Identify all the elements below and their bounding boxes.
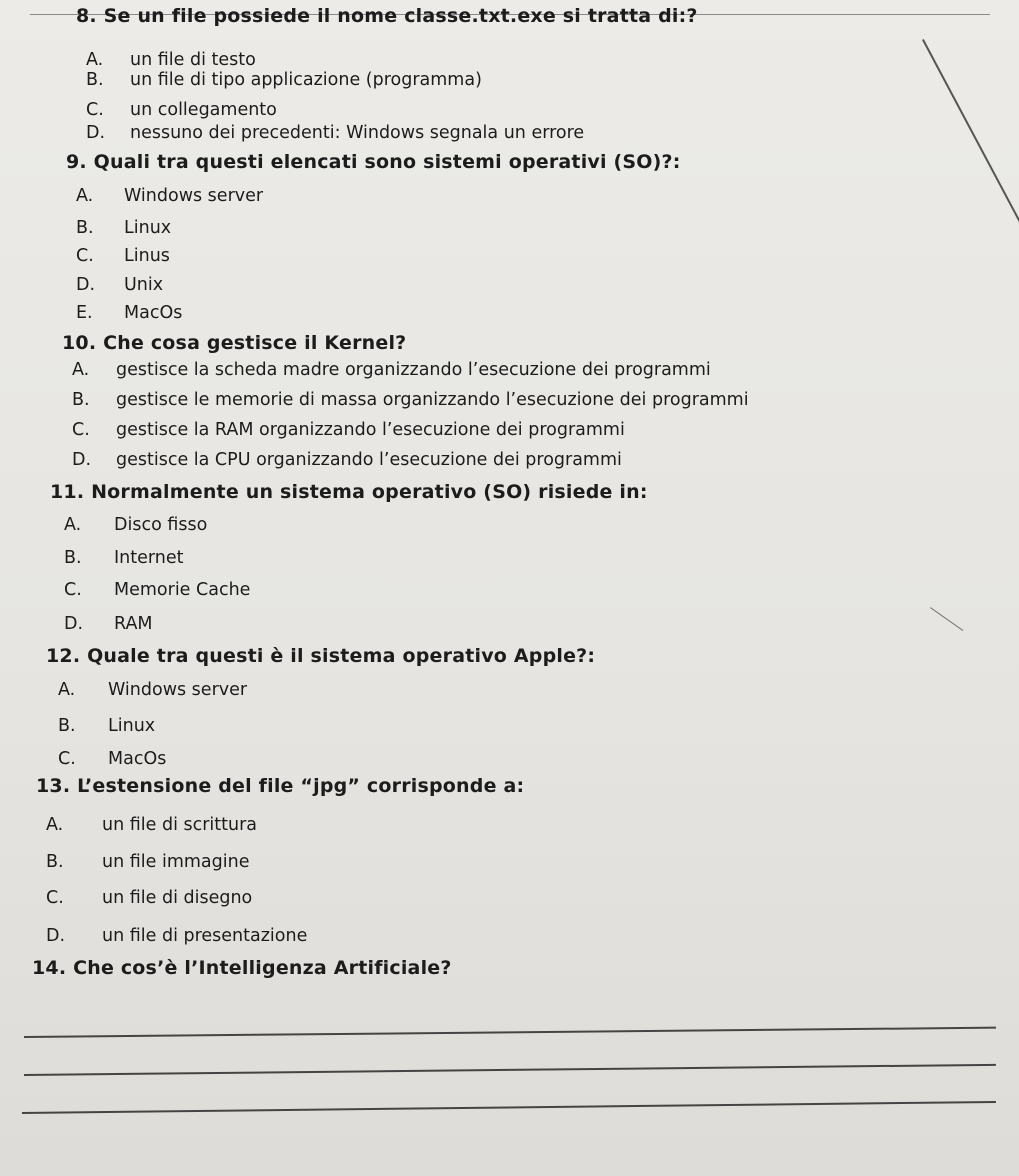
option-text: Internet	[114, 548, 184, 568]
option-text: gestisce la CPU organizzando l’esecuzione dei programmi	[116, 450, 622, 470]
option-letter: C.	[64, 580, 82, 600]
option-text: Linux	[108, 716, 156, 736]
option-letter: E.	[76, 303, 93, 323]
q8-option-d[interactable]	[86, 123, 584, 143]
option-text: un file di presentazione	[102, 926, 308, 946]
q13-option-d[interactable]	[46, 926, 307, 946]
option-text: un file di disegno	[102, 888, 253, 908]
q11-option-c[interactable]	[64, 580, 250, 600]
option-text: Windows server	[124, 186, 264, 206]
q11-option-d[interactable]	[64, 614, 153, 634]
option-letter: A.	[76, 186, 94, 206]
question-14: 14. Che cos’è l’Intelligenza Artificiale?	[32, 957, 452, 979]
option-letter: C.	[46, 888, 64, 908]
page-fold-mark	[930, 607, 963, 631]
option-text: Linux	[124, 218, 172, 238]
option-text: un file di tipo applicazione (programma)	[130, 70, 482, 90]
option-letter: B.	[76, 218, 94, 238]
option-text: MacOs	[124, 303, 183, 323]
option-text: un file di scrittura	[102, 815, 258, 835]
q10-option-b[interactable]	[72, 390, 749, 410]
q10-option-a[interactable]	[72, 360, 711, 380]
answer-line-3[interactable]	[22, 1101, 996, 1114]
q9-option-a[interactable]	[76, 186, 263, 206]
answer-line-2[interactable]	[24, 1064, 996, 1076]
option-text: un file immagine	[102, 852, 250, 872]
option-letter: B.	[58, 716, 76, 736]
option-text: MacOs	[108, 749, 167, 769]
option-text: un collegamento	[130, 100, 277, 120]
option-text: Linus	[124, 246, 170, 266]
option-text: Memorie Cache	[114, 580, 251, 600]
option-letter: A.	[64, 515, 82, 535]
option-letter: C.	[58, 749, 76, 769]
option-letter: A.	[46, 815, 64, 835]
option-text: Unix	[124, 275, 164, 295]
option-text: nessuno dei precedenti: Windows segnala un errore	[130, 123, 585, 143]
q12-option-a[interactable]	[58, 680, 247, 700]
q9-option-b[interactable]	[76, 218, 171, 238]
q9-option-d[interactable]	[76, 275, 163, 295]
option-text: RAM	[114, 614, 153, 634]
option-letter: D.	[72, 450, 92, 470]
option-letter: B.	[86, 70, 104, 90]
question-12: 12. Quale tra questi è il sistema operativo Apple?:	[46, 645, 596, 667]
option-letter: D.	[76, 275, 96, 295]
q12-option-b[interactable]	[58, 716, 155, 736]
option-text: Windows server	[108, 680, 248, 700]
option-text: gestisce la RAM organizzando l’esecuzione dei programmi	[116, 420, 625, 440]
q9-option-c[interactable]	[76, 246, 170, 266]
option-letter: A.	[86, 50, 104, 70]
q9-option-e[interactable]	[76, 303, 182, 323]
q8-option-b[interactable]	[86, 70, 482, 90]
answer-line-1[interactable]	[24, 1027, 996, 1038]
question-10: 10. Che cosa gestisce il Kernel?	[62, 332, 407, 354]
option-letter: C.	[76, 246, 94, 266]
option-letter: A.	[72, 360, 90, 380]
q8-option-a[interactable]	[86, 50, 256, 70]
option-text: gestisce le memorie di massa organizzando l’esecuzione dei programmi	[116, 390, 749, 410]
option-letter: D.	[46, 926, 66, 946]
option-text: gestisce la scheda madre organizzando l’esecuzione dei programmi	[116, 360, 711, 380]
q10-option-c[interactable]	[72, 420, 625, 440]
q12-option-c[interactable]	[58, 749, 166, 769]
question-11: 11. Normalmente un sistema operativo (SO) risiede in:	[50, 481, 648, 503]
question-13: 13. L’estensione del file “jpg” corrisponde a:	[36, 775, 525, 797]
question-8: 8. Se un file possiede il nome classe.txt.exe si tratta di:?	[76, 5, 698, 27]
q13-option-b[interactable]	[46, 852, 249, 872]
option-text: un file di testo	[130, 50, 256, 70]
option-letter: C.	[72, 420, 90, 440]
option-letter: D.	[64, 614, 84, 634]
page-fold-line	[922, 39, 1019, 243]
option-letter: B.	[64, 548, 82, 568]
option-letter: B.	[72, 390, 90, 410]
option-letter: D.	[86, 123, 106, 143]
q10-option-d[interactable]	[72, 450, 622, 470]
question-9: 9. Quali tra questi elencati sono sistemi operativi (SO)?:	[66, 151, 681, 173]
option-text: Disco fisso	[114, 515, 208, 535]
option-letter: B.	[46, 852, 64, 872]
q11-option-a[interactable]	[64, 515, 207, 535]
option-letter: C.	[86, 100, 104, 120]
option-letter: A.	[58, 680, 76, 700]
q13-option-a[interactable]	[46, 815, 257, 835]
q11-option-b[interactable]	[64, 548, 184, 568]
q13-option-c[interactable]	[46, 888, 252, 908]
q8-option-c[interactable]	[86, 100, 277, 120]
